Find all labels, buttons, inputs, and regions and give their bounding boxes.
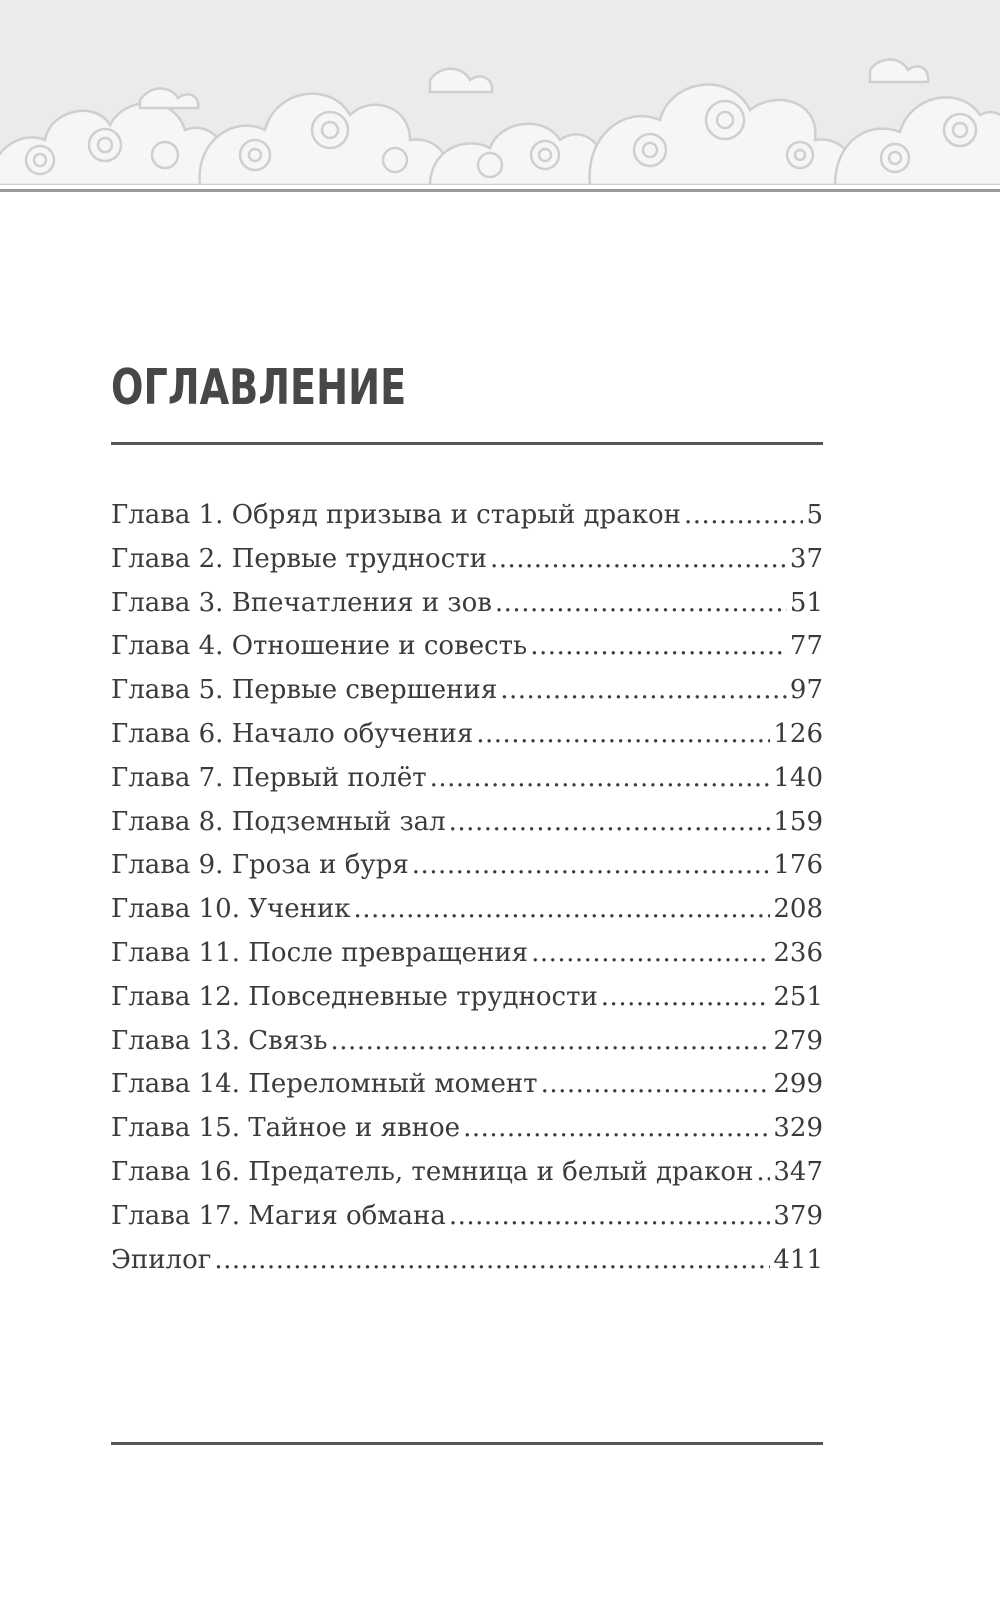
toc-entry[interactable] [111, 1020, 823, 1064]
toc-entry-label: Глава 12. Повседневные трудности [111, 981, 598, 1012]
toc-dot-leader [530, 625, 787, 669]
toc-entry-label: Глава 9. Гроза и буря [111, 850, 409, 881]
toc-entry[interactable] [111, 1195, 823, 1239]
toc-entry[interactable] [111, 1239, 823, 1283]
toc-dot-leader [476, 713, 770, 757]
toc-entry[interactable] [111, 976, 823, 1020]
toc-dot-leader [354, 888, 771, 932]
toc-entry-page-number: 140 [773, 762, 823, 793]
toc-entry-page-number: 208 [773, 894, 823, 925]
toc-dot-leader [214, 1239, 770, 1283]
page-title: ОГЛАВЛЕНИЕ [111, 359, 407, 416]
toc-entry-page-number: 236 [773, 937, 823, 968]
toc-entry-label: Глава 15. Тайное и явное [111, 1113, 461, 1144]
toc-entry-label: Глава 10. Ученик [111, 894, 351, 925]
toc-entry-label: Глава 11. После превращения [111, 937, 529, 968]
toc-entry-page-number: 37 [789, 543, 823, 574]
header-divider [0, 189, 1000, 192]
toc-entry[interactable] [111, 669, 823, 713]
toc-entry-page-number: 411 [773, 1244, 823, 1275]
toc-entry-page-number: 379 [773, 1200, 823, 1231]
table-of-contents [111, 494, 823, 1282]
toc-entry-page-number: 329 [773, 1113, 823, 1144]
toc-entry[interactable] [111, 582, 823, 626]
toc-entry-page-number: 97 [789, 675, 823, 706]
toc-entry-label: Глава 14. Переломный момент [111, 1069, 538, 1100]
toc-entry[interactable] [111, 844, 823, 888]
toc-dot-leader [490, 538, 787, 582]
toc-dot-leader [449, 1195, 771, 1239]
bottom-divider [111, 1442, 823, 1445]
toc-entry[interactable] [111, 932, 823, 976]
toc-entry-page-number: 77 [789, 631, 823, 662]
toc-entry-label: Глава 17. Магия обмана [111, 1200, 446, 1231]
toc-entry-page-number: 51 [789, 587, 823, 618]
toc-entry[interactable] [111, 494, 823, 538]
toc-entry-label: Глава 6. Начало обучения [111, 718, 474, 749]
toc-entry[interactable] [111, 757, 823, 801]
toc-entry[interactable] [111, 888, 823, 932]
toc-entry-label: Эпилог [111, 1244, 212, 1275]
toc-entry-label: Глава 5. Первые свершения [111, 675, 498, 706]
toc-entry-label: Глава 13. Связь [111, 1025, 328, 1056]
cloud-ornament-icon [0, 0, 1000, 185]
toc-entry-label: Глава 4. Отношение и совесть [111, 631, 528, 662]
toc-entry-page-number: 176 [773, 850, 823, 881]
header-cloud-band [0, 0, 1000, 185]
toc-dot-leader [463, 1107, 770, 1151]
toc-entry[interactable] [111, 625, 823, 669]
toc-entry-page-number: 159 [773, 806, 823, 837]
toc-entry-label: Глава 2. Первые трудности [111, 543, 487, 574]
toc-dot-leader [601, 976, 771, 1020]
toc-dot-leader [495, 582, 787, 626]
toc-entry-label: Глава 16. Предатель, темница и белый дракон [111, 1156, 754, 1187]
toc-dot-leader [412, 844, 771, 888]
toc-dot-leader [430, 757, 771, 801]
toc-entry[interactable] [111, 1063, 823, 1107]
toc-entry-page-number: 299 [773, 1069, 823, 1100]
toc-entry-label: Глава 3. Впечатления и зов [111, 587, 492, 618]
title-divider [111, 442, 823, 445]
toc-entry[interactable] [111, 713, 823, 757]
toc-dot-leader [756, 1151, 770, 1195]
toc-entry-page-number: 251 [773, 981, 823, 1012]
toc-dot-leader [531, 932, 770, 976]
toc-dot-leader [500, 669, 787, 713]
toc-entry-page-number: 126 [773, 718, 823, 749]
toc-entry[interactable] [111, 801, 823, 845]
toc-entry-page-number: 347 [773, 1156, 823, 1187]
toc-entry-label: Глава 7. Первый полёт [111, 762, 427, 793]
toc-entry-label: Глава 1. Обряд призыва и старый дракон [111, 500, 681, 530]
toc-entry[interactable] [111, 1151, 823, 1195]
toc-dot-leader [684, 494, 804, 538]
toc-dot-leader [331, 1020, 771, 1064]
toc-entry-page-number: 279 [773, 1025, 823, 1056]
toc-entry-label: Глава 8. Подземный зал [111, 806, 446, 837]
toc-dot-leader [449, 801, 771, 845]
toc-entry[interactable] [111, 1107, 823, 1151]
toc-entry[interactable] [111, 538, 823, 582]
toc-entry-page-number: 5 [806, 500, 823, 530]
toc-dot-leader [541, 1063, 771, 1107]
